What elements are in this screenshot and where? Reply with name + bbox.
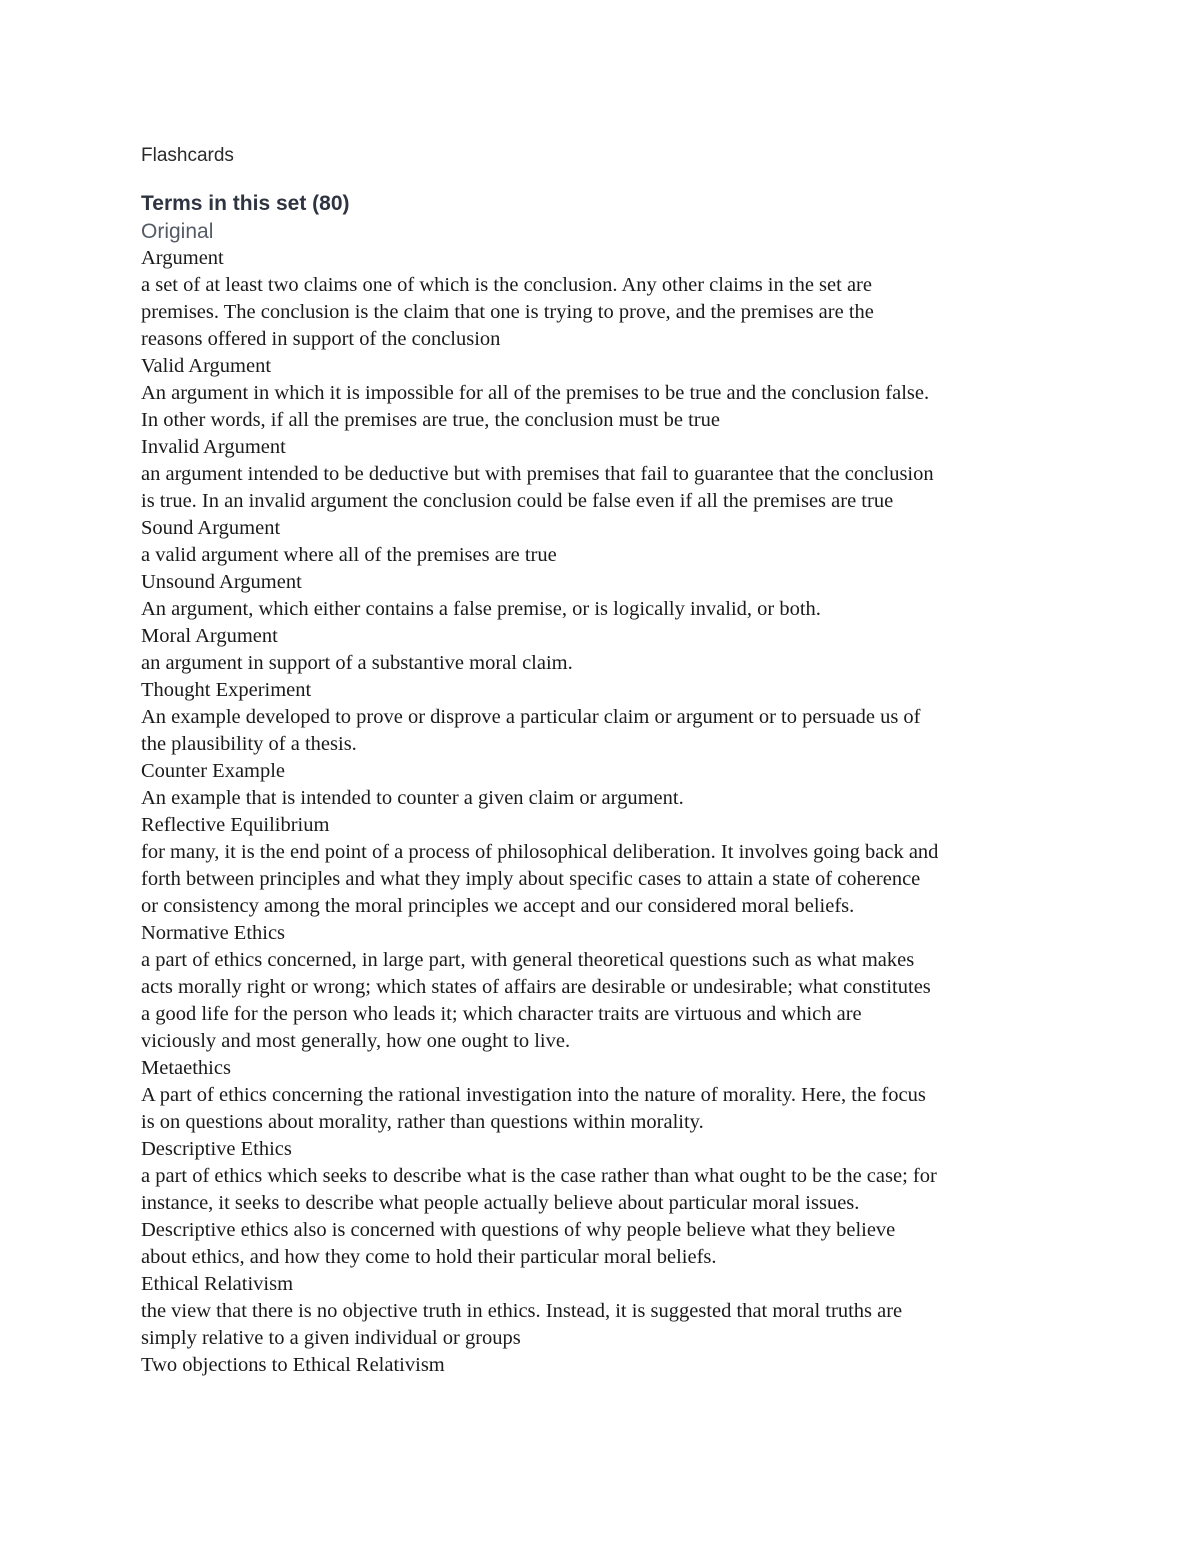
card-definition-line: about ethics, and how they come to hold their particular moral beliefs. [141, 1246, 717, 1268]
card-definition-line: the view that there is no objective truth in ethics. Instead, it is suggested that moral truths are [141, 1300, 903, 1322]
flashcard [141, 758, 1071, 812]
set-title: Terms in this set (80) [141, 192, 350, 215]
card-term: Invalid Argument [141, 436, 286, 458]
card-definition-line: a valid argument where all of the premises are true [141, 544, 557, 566]
card-term: Metaethics [141, 1057, 231, 1079]
card-list [141, 245, 1071, 1379]
card-definition-line: an argument intended to be deductive but with premises that fail to guarantee that the conclusion [141, 463, 934, 485]
card-term: Moral Argument [141, 625, 278, 647]
flashcard [141, 677, 1071, 758]
card-definition-line: An argument in which it is impossible for all of the premises to be true and the conclusion false. [141, 382, 930, 404]
flashcard [141, 434, 1071, 515]
card-term: Thought Experiment [141, 679, 312, 701]
mode-label: Original [141, 220, 214, 243]
card-term: Argument [141, 247, 224, 269]
card-definition-line: premises. The conclusion is the claim that one is trying to prove, and the premises are the [141, 301, 874, 323]
flashcard [141, 353, 1071, 434]
card-term: Two objections to Ethical Relativism [141, 1354, 445, 1376]
card-term: Reflective Equilibrium [141, 814, 330, 836]
flashcard [141, 245, 1071, 353]
page-heading: Flashcards [141, 145, 234, 166]
card-definition-line: An example developed to prove or disprove a particular claim or argument or to persuade us of [141, 706, 921, 728]
card-term: Ethical Relativism [141, 1273, 294, 1295]
card-definition-line: an argument in support of a substantive moral claim. [141, 652, 573, 674]
card-term: Unsound Argument [141, 571, 302, 593]
card-term: Sound Argument [141, 517, 281, 539]
flashcard [141, 1055, 1071, 1136]
flashcard [141, 1136, 1071, 1271]
flashcard [141, 515, 1071, 569]
card-term: Valid Argument [141, 355, 272, 377]
card-term: Counter Example [141, 760, 286, 782]
card-definition-line: simply relative to a given individual or groups [141, 1327, 521, 1349]
card-term: Normative Ethics [141, 922, 286, 944]
card-definition-line: for many, it is the end point of a process of philosophical deliberation. It involves going back and [141, 841, 939, 863]
card-definition-line: is on questions about morality, rather than questions within morality. [141, 1111, 704, 1133]
card-definition-line: a set of at least two claims one of which is the conclusion. Any other claims in the set are [141, 274, 872, 296]
document-page [141, 142, 1071, 1379]
card-definition-line: or consistency among the moral principles we accept and our considered moral beliefs. [141, 895, 855, 917]
card-definition-line: acts morally right or wrong; which states of affairs are desirable or undesirable; what constitutes [141, 976, 931, 998]
card-definition-line: instance, it seeks to describe what people actually believe about particular moral issues. [141, 1192, 860, 1214]
card-term: Descriptive Ethics [141, 1138, 292, 1160]
card-definition-line: a good life for the person who leads it; which character traits are virtuous and which are [141, 1003, 862, 1025]
card-definition-line: a part of ethics which seeks to describe what is the case rather than what ought to be the case; for [141, 1165, 937, 1187]
flashcard [141, 1271, 1071, 1352]
card-definition-line: is true. In an invalid argument the conclusion could be false even if all the premises are true [141, 490, 894, 512]
card-definition-line: A part of ethics concerning the rational investigation into the nature of morality. Here, the focus [141, 1084, 926, 1106]
card-definition-line: Descriptive ethics also is concerned with questions of why people believe what they believe [141, 1219, 896, 1241]
flashcard [141, 569, 1071, 623]
card-definition-line: An example that is intended to counter a given claim or argument. [141, 787, 684, 809]
card-definition-line: viciously and most generally, how one ought to live. [141, 1030, 571, 1052]
flashcard [141, 623, 1071, 677]
card-definition-line: forth between principles and what they imply about specific cases to attain a state of coherence [141, 868, 921, 890]
card-definition-line: the plausibility of a thesis. [141, 733, 357, 755]
card-definition-line: In other words, if all the premises are true, the conclusion must be true [141, 409, 720, 431]
flashcard [141, 1352, 1071, 1379]
flashcard [141, 920, 1071, 1055]
card-definition-line: reasons offered in support of the conclusion [141, 328, 501, 350]
card-definition-line: An argument, which either contains a false premise, or is logically invalid, or both. [141, 598, 821, 620]
flashcard [141, 812, 1071, 920]
card-definition-line: a part of ethics concerned, in large part, with general theoretical questions such as what makes [141, 949, 915, 971]
